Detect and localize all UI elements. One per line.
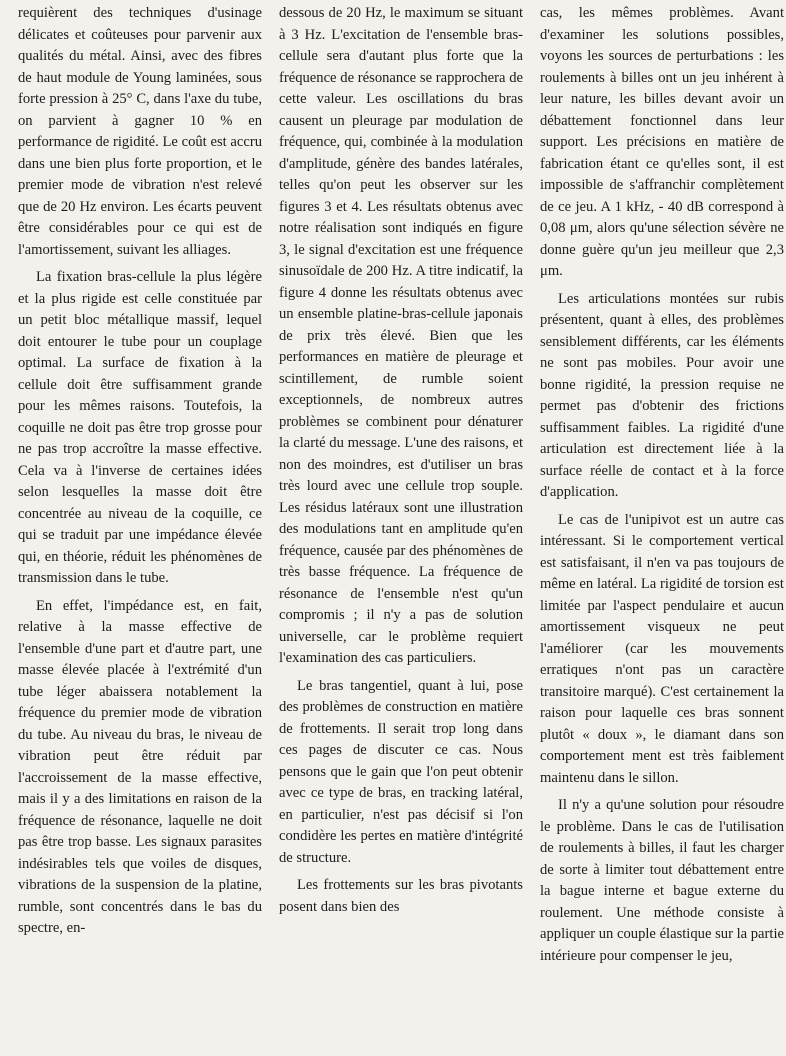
text-column-2 (279, 3, 523, 1056)
paragraph: Les articulations montées sur rubis présentent, quant à elles, des problèmes sensiblement différents, car les éléments ne sont pas mobiles. Pour avoir une bonne rigidité, la pression requise ne permet pas d'obtenir des frictions suffisamment faibles. La rigidité d'une articulation est directement liée à la surface réelle de contact et à la force d'application. (540, 290, 784, 500)
paragraph: Il n'y a qu'une solution pour résoudre le problème. Dans le cas de l'utilisation de roulements à billes, il faut les charger de sorte à limiter tout débattement entre la bague interne et bague externe du roulement. Une méthode consiste à appliquer un couple élastique sur la partie intérieure pour compenser le jeu, (540, 797, 784, 964)
paragraph: Le cas de l'unipivot est un autre cas intéressant. Si le comportement vertical est satisfaisant, il n'en va pas toujours de même en latéral. La rigidité de torsion est limitée par l'aspect pendulaire et aucun amortissement visqueux ne peut l'améliorer (car les mouvements erratiques n'ont pas un caractère transitoire marqué). C'est certainement la raison pour laquelle ces bras sonnent plutôt « doux », le diamant dans son comportement ment est très faiblement maintenu dans le sillon. (540, 511, 784, 786)
paragraph: dessous de 20 Hz, le maximum se situant à 3 Hz. L'excitation de l'ensemble bras-cellule sera d'autant plus forte que la fréquence de résonance se rapprochera de cette valeur. Les oscillations du bras causent un pleurage par modulation de fréquence, qui, combinée à la modulation d'amplitude, génère des bandes latérales, telles qu'on peut les observer sur les figures 3 et 4. Les résultats obtenus avec notre réalisation sont indiqués en figure 3, le signal d'excitation est une fréquence sinusoïdale de 200 Hz. A titre indicatif, la figure 4 donne les résultats obtenus avec un ensemble platine-bras-cellule japonais de prix très élevé. Bien que les performances en matière de pleurage et scintillement, de rumble soient exceptionnels, de nombreux autres problèmes se combinent pour dénaturer la clarté du message. L'une des raisons, et non des moindres, est d'utiliser un bras très lourd avec une cellule trop souple. Les résidus latéraux sont une illustration des modulations tant en amplitude qu'en fréquence, causée par des phénomènes de très basse fréquence. La fréquence de résonance de l'ensemble n'est qu'un compromis ; il n'y a pas de solution universelle, car le problème requiert l'examination des cas particuliers. (279, 5, 523, 666)
paragraph: cas, les mêmes problèmes. Avant d'examiner les solutions possibles, voyons les sources de perturbations : les roulements à billes ont un jeu inhérent à leur nature, les billes devant avoir un débattement fonctionnel dans leur support. Les précisions en matière de fabrication étant ce qu'elles sont, il est impossible de s'affranchir complètement de ce jeu. A 1 kHz, - 40 dB correspond à 0,08 μm, alors qu'une sélection sévère ne donne guère qu'un jeu meilleur que 2,3 μm. (540, 5, 784, 279)
paragraph: La fixation bras-cellule la plus légère et la plus rigide est celle constituée par un petit bloc métallique massif, lequel doit entourer le tube pour un couplage optimal. La surface de fixation à la cellule doit être suffisamment grande pour les mêmes raisons. Toutefois, la coquille ne doit pas être trop grosse pour ne pas trop accroître la masse effective. Cela va à l'inverse de certaines idées selon lesquelles la masse doit être concentrée au niveau de la coquille, ce qui se traduit par une impédance élevée qui, en théorie, réduit les phénomènes de transmission dans le tube. (18, 269, 262, 586)
text-column-1 (18, 3, 262, 1056)
text-column-3 (540, 3, 784, 1056)
paragraph: Les frottements sur les bras pivotants posent dans bien des (279, 877, 523, 915)
paragraph: Le bras tangentiel, quant à lui, pose des problèmes de construction en matière de frottements. Il serait trop long dans ces pages de discuter ce cas. Nous pensons que le gain que l'on peut obtenir avec ce type de bras, en tracking latéral, en particulier, n'est pas décisif si l'on condidère les pertes en matière d'intégrité de structure. (279, 677, 523, 866)
paragraph: requièrent des techniques d'usinage délicates et coûteuses pour parvenir aux qualités du métal. Ainsi, avec des fibres de haut module de Young laminées, sous forte pression à 25° C, dans l'axe du tube, on parvient à gagner 10 % en performance de rigidité. Le coût est accru dans une bien plus forte proportion, et le premier mode de vibration n'est relevé que de 20 Hz environ. Les écarts peuvent être considérables pour ce qui est de l'amortissement, suivant les alliages. (18, 5, 262, 258)
paragraph: En effet, l'impédance est, en fait, relative à la masse effective de l'ensemble d'une part et d'autre part, une masse élevée placée à l'extrémité d'un tube léger abaissera notablement la fréquence du premier mode de vibration du tube. Au niveau du bras, le niveau de vibration peut être réduit par l'accroissement de la masse effective, mais il y a des limitations en raison de la fréquence de résonance, laquelle ne doit pas être trop basse. Les signaux parasites indésirables tels que voiles de disques, vibrations de la suspension de la platine, rumble, sont concentrés dans le bas du spectre, en- (18, 597, 262, 936)
